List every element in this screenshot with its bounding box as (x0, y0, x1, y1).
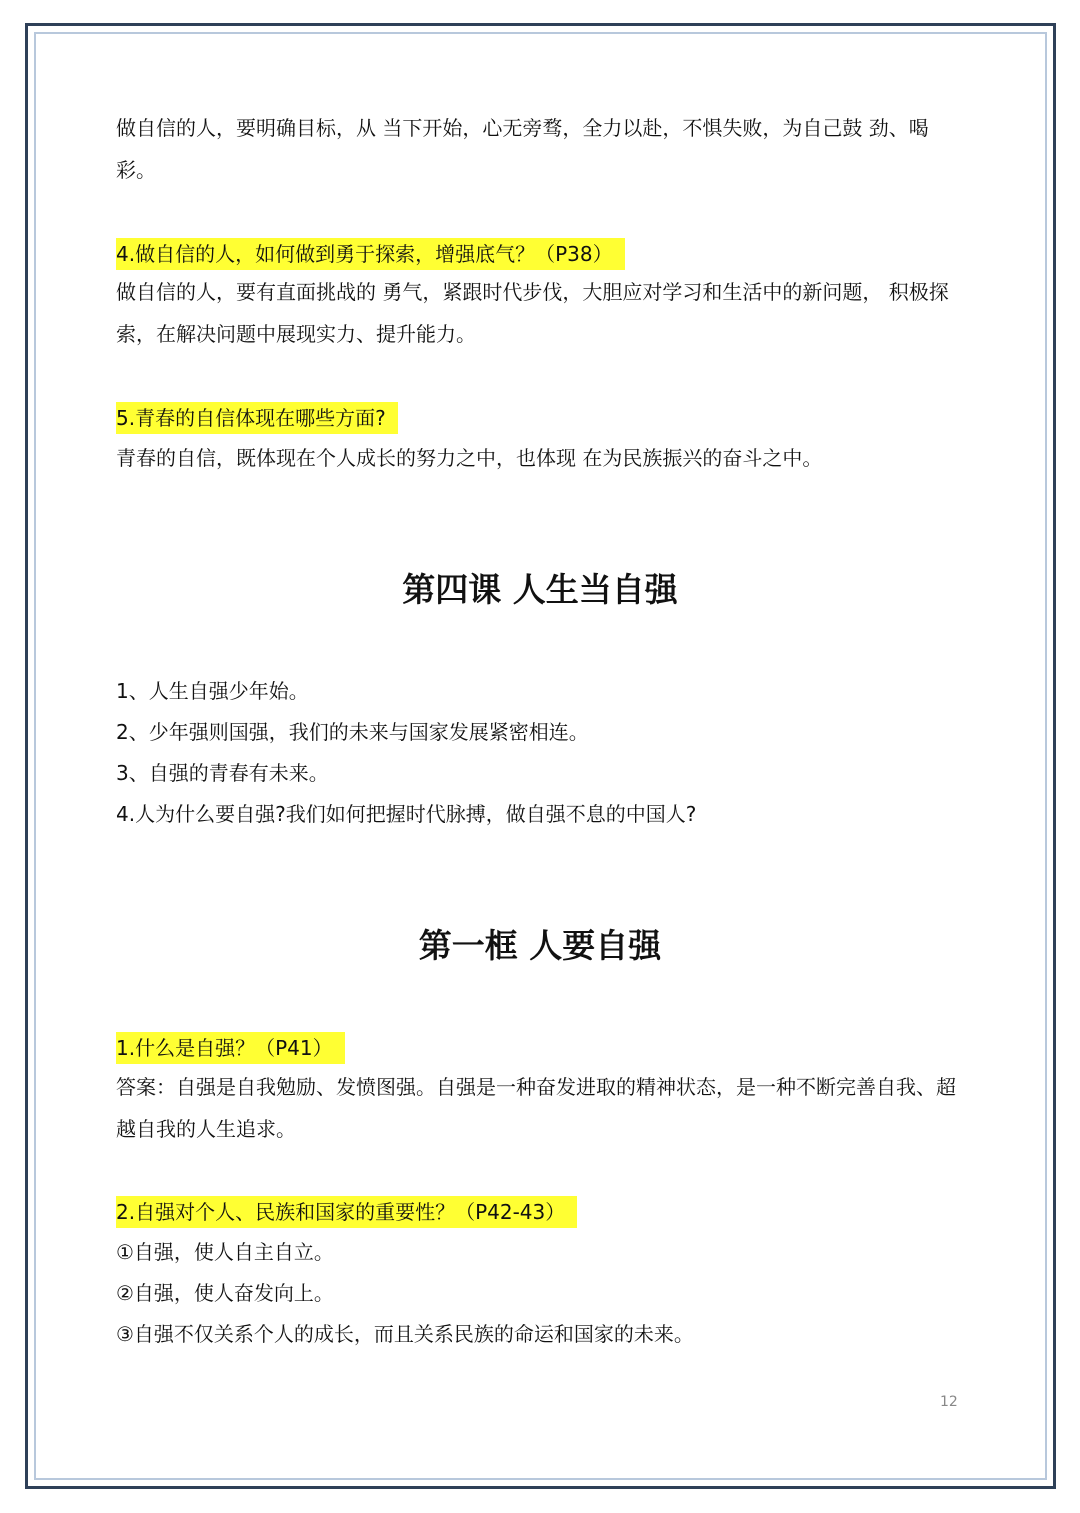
answer-4: 做自信的人，要有直面挑战的 勇气，紧跟时代步伐，大胆应对学习和生活中的新问题， 积极探索，在解决问题中展现实力、提升能力。 (116, 280, 949, 346)
lesson-4-item-4: 4.人为什么要自强?我们如何把握时代脉搏，做自强不息的中国人? (116, 802, 697, 826)
lesson-4-item-2: 2、少年强则国强，我们的未来与国家发展紧密相连。 (116, 720, 589, 744)
lesson-4-item-1: 1、人生自强少年始。 (116, 679, 309, 703)
question-5-highlight: 5.青春的自信体现在哪些方面? (116, 402, 398, 434)
question-1-highlight: 1.什么是自强？（P41） (116, 1032, 345, 1064)
paragraph-confidence-goal: 做自信的人，要明确目标，从 当下开始，心无旁骛，全力以赴，不惧失败，为自己鼓 劲、喝彩。 (116, 116, 929, 182)
answer-2-item-3: ③自强不仅关系个人的成长，而且关系民族的命运和国家的未来。 (116, 1322, 694, 1346)
question-2-highlight: 2.自强对个人、民族和国家的重要性？（P42-43） (116, 1196, 577, 1228)
answer-1: 答案：自强是自我勉励、发愤图强。自强是一种奋发进取的精神状态，是一种不断完善自我、超越自我的人生追求。 (116, 1075, 956, 1141)
page-number: 12 (940, 1394, 958, 1410)
lesson-4-item-3: 3、自强的青春有未来。 (116, 761, 329, 785)
answer-5: 青春的自信，既体现在个人成长的努力之中，也体现 在为民族振兴的奋斗之中。 (116, 446, 823, 470)
lesson-4-title: 第四课 人生当自强 (402, 570, 678, 609)
answer-2-item-1: ①自强，使人自主自立。 (116, 1240, 334, 1264)
frame-1-title: 第一框 人要自强 (418, 926, 662, 965)
question-4-highlight: 4.做自信的人，如何做到勇于探索，增强底气？（P38） (116, 238, 625, 270)
answer-2-item-2: ②自强，使人奋发向上。 (116, 1281, 334, 1305)
